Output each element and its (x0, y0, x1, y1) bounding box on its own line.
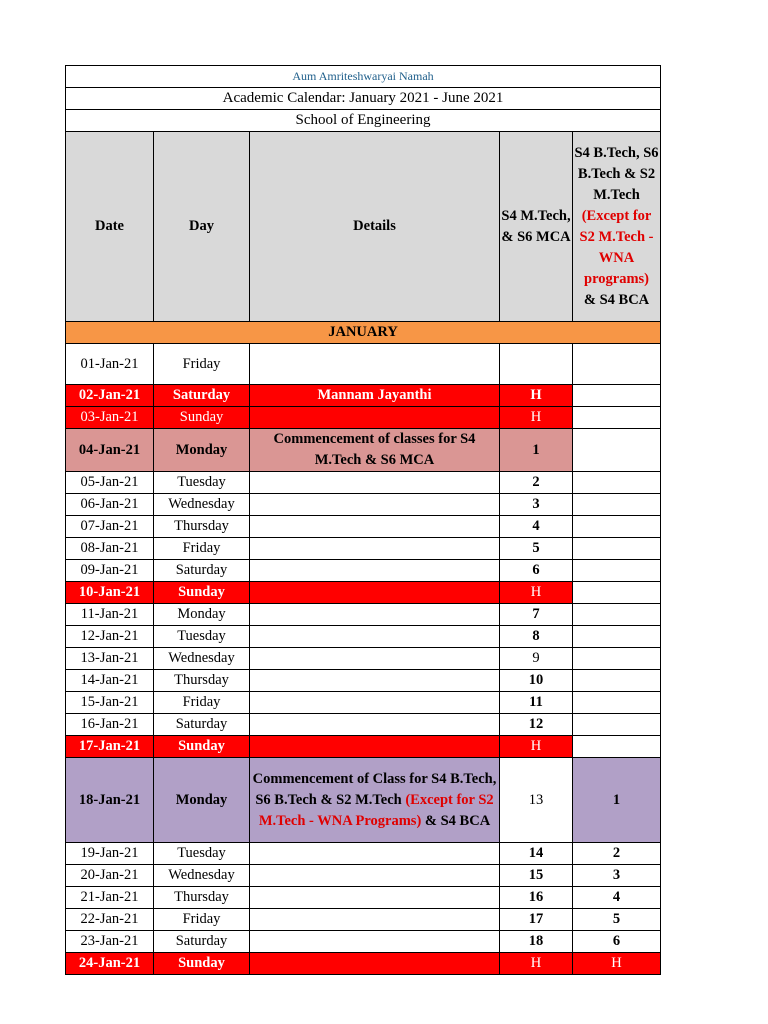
row-date: 21-Jan-21 (66, 887, 154, 909)
table-row (66, 472, 661, 494)
row-date: 22-Jan-21 (66, 909, 154, 931)
row-count-btech: 1 (573, 758, 661, 843)
row-count-btech (573, 494, 661, 516)
row-day: Friday (154, 538, 250, 560)
row-date: 24-Jan-21 (66, 953, 154, 975)
row-count-btech: 2 (573, 843, 661, 865)
row-day: Sunday (154, 953, 250, 975)
row-date: 06-Jan-21 (66, 494, 154, 516)
table-row (66, 909, 661, 931)
row-count-btech (573, 516, 661, 538)
row-count-btech: 6 (573, 931, 661, 953)
row-date: 17-Jan-21 (66, 736, 154, 758)
row-date: 08-Jan-21 (66, 538, 154, 560)
row-details (250, 538, 500, 560)
table-row (66, 736, 661, 758)
table-row (66, 843, 661, 865)
row-count-btech (573, 472, 661, 494)
row-day: Monday (154, 429, 250, 472)
header-s4-mtech-s6-mca: S4 M.Tech, & S6 MCA (500, 132, 573, 322)
row-date: 03-Jan-21 (66, 407, 154, 429)
row-details (250, 494, 500, 516)
row-count-s4: H (500, 385, 573, 407)
row-count-s4: 8 (500, 626, 573, 648)
row-day: Sunday (154, 407, 250, 429)
row-details (250, 626, 500, 648)
row-count-btech (573, 648, 661, 670)
row-count-s4: 5 (500, 538, 573, 560)
row-details (250, 344, 500, 385)
row-date: 12-Jan-21 (66, 626, 154, 648)
row-details (250, 843, 500, 865)
row-count-btech: 5 (573, 909, 661, 931)
row-count-s4 (500, 344, 573, 385)
row-details (250, 758, 500, 843)
table-row (66, 670, 661, 692)
table-row (66, 560, 661, 582)
row-count-s4: 15 (500, 865, 573, 887)
row-date: 07-Jan-21 (66, 516, 154, 538)
row-count-btech (573, 736, 661, 758)
row-count-s4: 3 (500, 494, 573, 516)
table-row (66, 407, 661, 429)
row-day: Wednesday (154, 494, 250, 516)
row-count-s4: 13 (500, 758, 573, 843)
table-row (66, 931, 661, 953)
row-count-btech (573, 692, 661, 714)
table-row (66, 953, 661, 975)
header-btech-part: S4 B.Tech, S6 B.Tech & S2 M.Tech (574, 144, 659, 203)
table-row (66, 626, 661, 648)
row-count-btech: H (573, 953, 661, 975)
row-day: Monday (154, 758, 250, 843)
row-count-btech (573, 714, 661, 736)
table-row (66, 494, 661, 516)
row-details (250, 736, 500, 758)
table-row (66, 582, 661, 604)
row-details (250, 604, 500, 626)
row-count-btech (573, 626, 661, 648)
row-day: Monday (154, 604, 250, 626)
blessing-heading: Aum Amriteshwaryai Namah (66, 66, 661, 88)
row-day: Saturday (154, 931, 250, 953)
row-details (250, 407, 500, 429)
row-count-btech (573, 560, 661, 582)
row-day: Sunday (154, 582, 250, 604)
table-row (66, 516, 661, 538)
row-day: Sunday (154, 736, 250, 758)
row-date: 11-Jan-21 (66, 604, 154, 626)
row-date: 02-Jan-21 (66, 385, 154, 407)
row-count-s4: 4 (500, 516, 573, 538)
row-count-btech (573, 538, 661, 560)
row-day: Thursday (154, 887, 250, 909)
row-count-s4: H (500, 407, 573, 429)
table-row (66, 758, 661, 843)
row-count-btech (573, 344, 661, 385)
row-day: Saturday (154, 385, 250, 407)
row-count-s4: H (500, 582, 573, 604)
row-details (250, 909, 500, 931)
header-day: Day (154, 132, 250, 322)
row-count-s4: H (500, 953, 573, 975)
table-row (66, 865, 661, 887)
table-row (66, 692, 661, 714)
row-count-s4: 11 (500, 692, 573, 714)
header-except-note: (Except for S2 M.Tech - WNA programs) (579, 207, 654, 287)
row-count-s4: 7 (500, 604, 573, 626)
row-date: 18-Jan-21 (66, 758, 154, 843)
table-row (66, 604, 661, 626)
details-except-note: (Except for S2 M.Tech - WNA Programs) (258, 791, 494, 829)
row-count-btech (573, 604, 661, 626)
row-count-s4: 1 (500, 429, 573, 472)
month-label: JANUARY (66, 322, 661, 344)
row-date: 13-Jan-21 (66, 648, 154, 670)
row-details: Commencement of classes for S4 M.Tech & S6 MCA (250, 429, 500, 472)
details-bca: & S4 BCA (424, 812, 491, 829)
calendar-title: Academic Calendar: January 2021 - June 2021 (66, 88, 661, 110)
row-day: Wednesday (154, 865, 250, 887)
row-count-s4: 14 (500, 843, 573, 865)
row-day: Wednesday (154, 648, 250, 670)
table-row (66, 887, 661, 909)
row-day: Thursday (154, 670, 250, 692)
row-day: Friday (154, 344, 250, 385)
table-row (66, 714, 661, 736)
row-count-s4: 2 (500, 472, 573, 494)
table-row (66, 538, 661, 560)
details-commencement: Commencement of Class for S4 B.Tech, S6 B.Tech & S2 M.Tech (252, 770, 497, 808)
row-details (250, 648, 500, 670)
row-day: Tuesday (154, 626, 250, 648)
row-details (250, 931, 500, 953)
table-row (66, 385, 661, 407)
row-details (250, 582, 500, 604)
row-day: Saturday (154, 714, 250, 736)
row-count-s4: 10 (500, 670, 573, 692)
row-count-btech (573, 670, 661, 692)
row-details (250, 887, 500, 909)
row-date: 05-Jan-21 (66, 472, 154, 494)
row-count-s4: 9 (500, 648, 573, 670)
row-count-btech: 4 (573, 887, 661, 909)
header-date: Date (66, 132, 154, 322)
row-count-btech (573, 407, 661, 429)
row-day: Friday (154, 692, 250, 714)
table-row (66, 344, 661, 385)
row-details (250, 560, 500, 582)
row-day: Tuesday (154, 843, 250, 865)
table-row (66, 429, 661, 472)
row-date: 04-Jan-21 (66, 429, 154, 472)
row-details (250, 516, 500, 538)
row-count-s4: 18 (500, 931, 573, 953)
row-count-btech (573, 429, 661, 472)
header-btech-bca (573, 132, 661, 322)
academic-calendar-table (65, 65, 661, 975)
row-date: 15-Jan-21 (66, 692, 154, 714)
row-count-s4: 17 (500, 909, 573, 931)
row-date: 23-Jan-21 (66, 931, 154, 953)
row-count-btech (573, 385, 661, 407)
row-details (250, 865, 500, 887)
row-details (250, 953, 500, 975)
row-details (250, 670, 500, 692)
row-details: Mannam Jayanthi (250, 385, 500, 407)
header-details: Details (250, 132, 500, 322)
row-day: Thursday (154, 516, 250, 538)
row-count-btech: 3 (573, 865, 661, 887)
row-day: Friday (154, 909, 250, 931)
row-day: Saturday (154, 560, 250, 582)
row-details (250, 472, 500, 494)
row-date: 14-Jan-21 (66, 670, 154, 692)
row-day: Tuesday (154, 472, 250, 494)
row-count-s4: 6 (500, 560, 573, 582)
header-bca-part: & S4 BCA (583, 291, 650, 308)
row-date: 01-Jan-21 (66, 344, 154, 385)
row-details (250, 714, 500, 736)
row-date: 16-Jan-21 (66, 714, 154, 736)
table-row (66, 648, 661, 670)
row-date: 10-Jan-21 (66, 582, 154, 604)
row-date: 19-Jan-21 (66, 843, 154, 865)
row-count-s4: 12 (500, 714, 573, 736)
row-count-s4: 16 (500, 887, 573, 909)
row-details (250, 692, 500, 714)
row-date: 09-Jan-21 (66, 560, 154, 582)
row-count-btech (573, 582, 661, 604)
school-name: School of Engineering (66, 110, 661, 132)
row-date: 20-Jan-21 (66, 865, 154, 887)
row-count-s4: H (500, 736, 573, 758)
